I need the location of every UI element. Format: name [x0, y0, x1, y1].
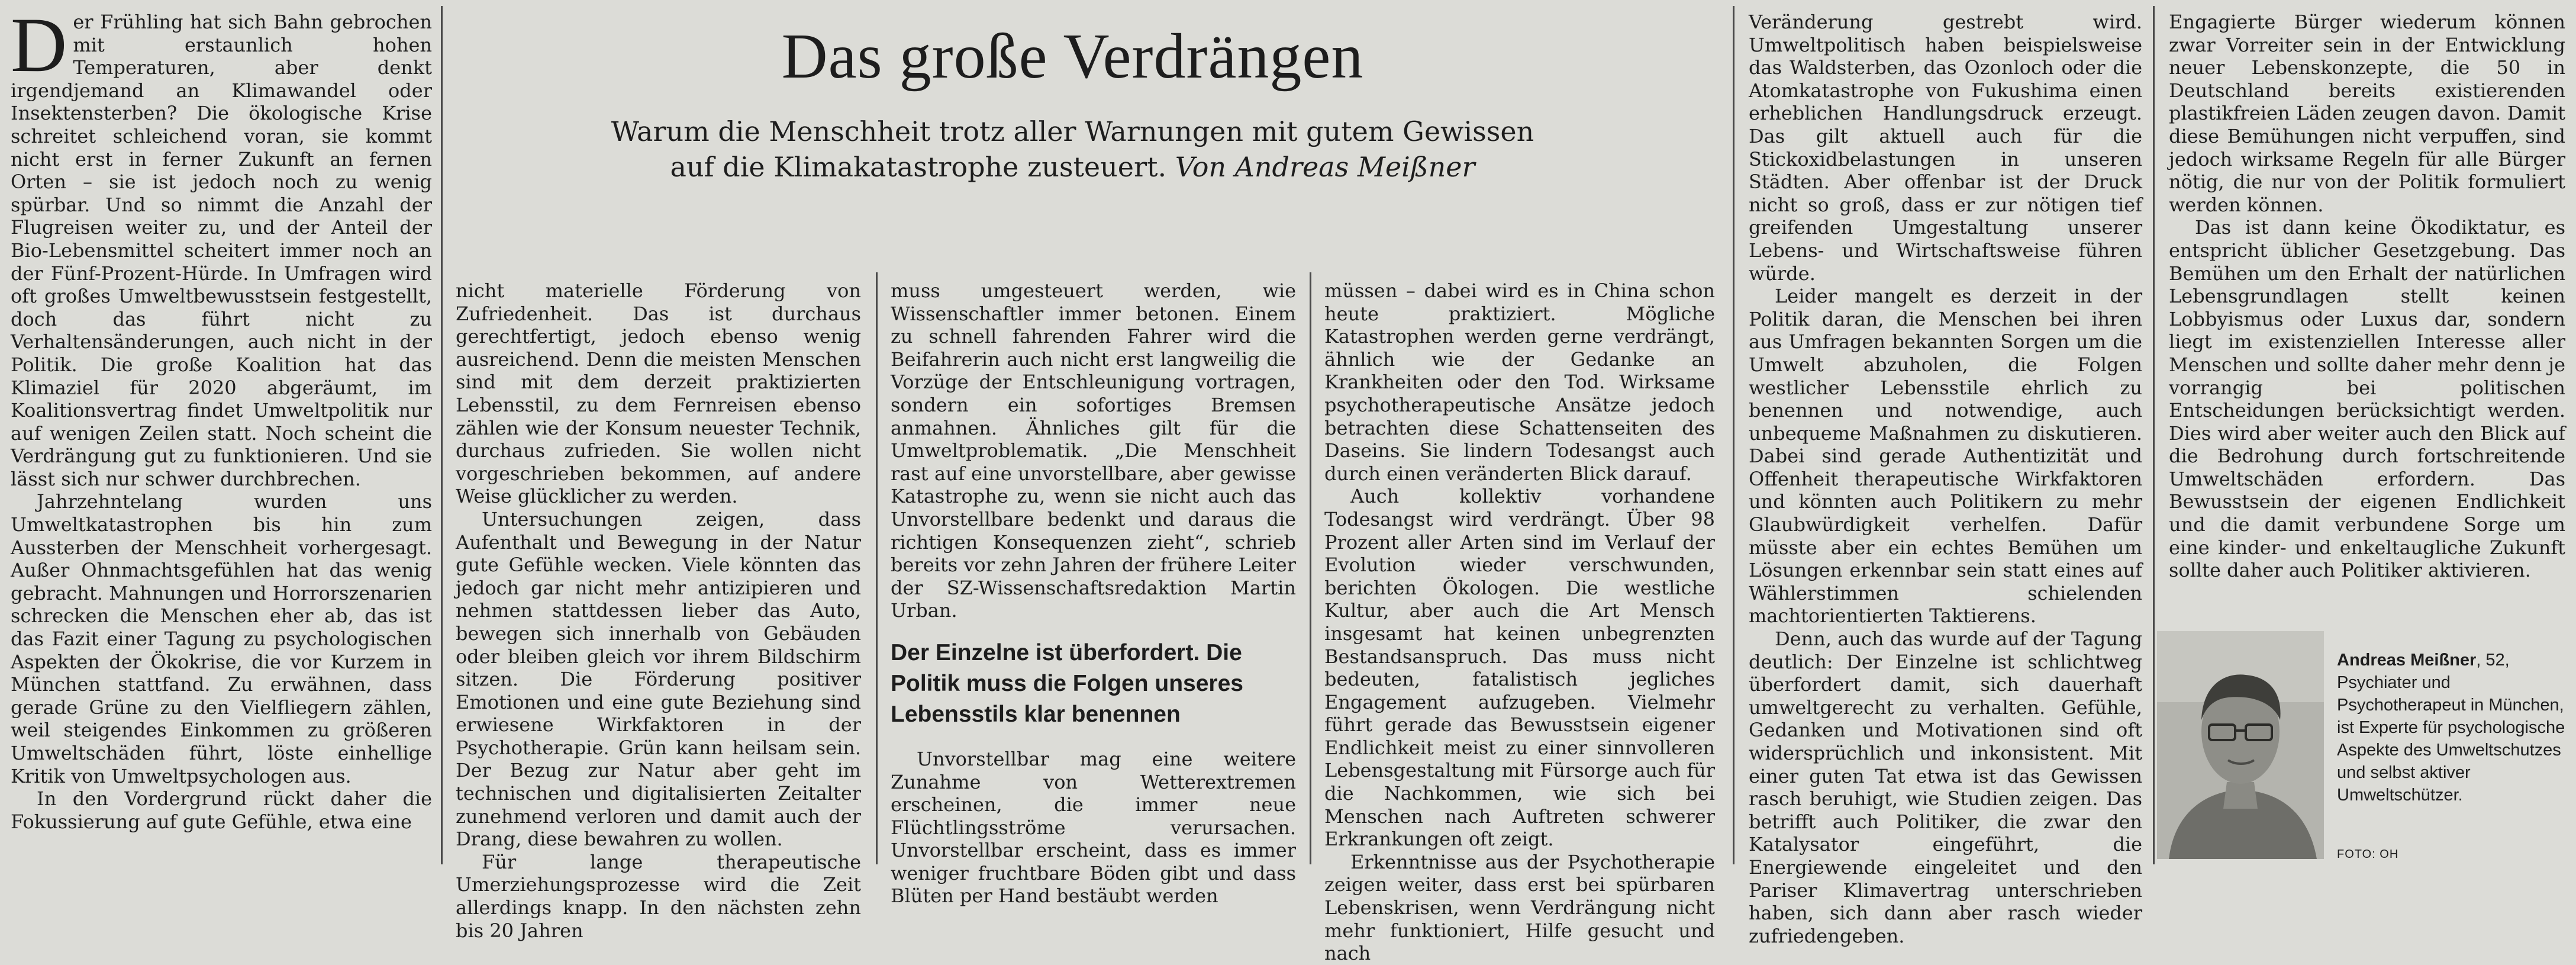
- subtitle-line-2: auf die Klimakatastrophe zusteuert.: [670, 151, 1167, 183]
- author-portrait-icon: [2157, 631, 2324, 859]
- article-column-4: [1324, 279, 1715, 965]
- paragraph: Auch kollektiv vorhandene Todesangst wird verdrängt. Über 98 Prozent aller Arten sind im Verlauf der Evolution wieder verschwunden, berichten Ökologen. Die westliche Kultur, aber auch die Art Mensch insgesamt hat keinen unbegrenzten Bestandsanspruch. Das muss nicht bedeuten, fatalistisch jegliches Engagement aufzugeben. Vielmehr führt gerade das Bewusstsein eigener Endlichkeit meist zu einer sinnvolleren Lebensgestaltung mit Fürsorge auch für die Nachkommen, wie sich bei Menschen nach Auftreten schwerer Erkrankungen oft zeigt.: [1324, 485, 1715, 851]
- article-column-2: [456, 279, 861, 942]
- drop-cap: D: [11, 1, 67, 88]
- paragraph: Denn, auch das wurde auf der Tagung deutlich: Der Einzelne ist schlichtweg überfordert damit, sich dauerhaft umweltgerecht zu verhalten. Gefühle, Gedanken und Motivationen sind oft widersprüchlich und inkonsistent. Mit einer guten Tat etwa ist das Gewissen rasch beruhigt, wie Studien zeigen. Das betrifft auch Politiker, die zwar den Katalysator eingeführt, die Energiewende eingeleitet und den Pariser Klimavertrag unterschrieben haben, sich dann aber rasch wieder zufriedengeben.: [1749, 628, 2142, 947]
- headline: Das große Verdrängen: [781, 21, 1364, 92]
- column-rule: [1310, 272, 1311, 864]
- author-description: , 52, Psychiater und Psychotherapeut in München, ist Experte für psychologische Aspekte des Umweltschutzes und selbst aktiver Umweltschützer.: [2337, 651, 2565, 805]
- author-name: Andreas Meißner: [2337, 651, 2477, 670]
- subtitle: [450, 114, 1695, 185]
- article-column-6: [2169, 11, 2565, 615]
- paragraph: Das ist dann keine Ökodiktatur, es entspricht üblicher Gesetzgebung. Das Bemühen um den Erhalt der natürlichen Lebensgrundlagen stellt keinen Lobbyismus oder Luxus dar, sondern liegt im existenziellen Interesse aller Menschen und sollte daher mehr denn je vorrangig bei politischen Entscheidungen berücksichtigt werden. Dies wird aber weiter auch den Blick auf die Bedrohung durch fortschreitende Umweltschäden erfordern. Das Bewusstsein der eigenen Endlichkeit und die damit verbundene Sorge um eine kinder- und enkeltaugliche Zukunft sollte daher auch Politiker aktivieren.: [2169, 216, 2565, 582]
- column-rule: [2153, 6, 2155, 864]
- paragraph: In den Vordergrund rückt daher die Fokussierung auf gute Gefühle, etwa eine: [11, 787, 432, 833]
- paragraph: Jahrzehntelang wurden uns Umweltkatastrophen bis hin zum Aussterben der Menschheit vorhergesagt. Außer Ohnmachtsgefühlen hat das wenig gebracht. Mahnungen und Horrorszenarien schrecken die Menschen eher ab, das ist das Fazit einer Tagung zu psychologischen Aspekten der Ökokrise, die vor Kurzem in München stattfand. Zu erwähnen, dass gerade Grüne zu den Vielfliegern zählen, weil steigendes Einkommen zu größeren Umweltschäden führt, löste einhellige Kritik von Umweltpsychologen aus.: [11, 490, 432, 787]
- paragraph: Unvorstellbar mag eine weitere Zunahme von Wetterextremen erscheinen, die immer neue Flüchtlingsströme verursachen. Unvorstellbar erscheint, dass es immer weniger fruchtbare Böden gibt und dass Blüten per Hand bestäubt werden: [891, 747, 1296, 908]
- column-rule: [1733, 6, 1734, 864]
- paragraph: nicht materielle Förderung von Zufriedenheit. Das ist durchaus gerechtfertigt, jedoch ebenso wenig ausreichend. Denn die meisten Menschen sind mit dem derzeit praktizierten Lebensstil, zu dem Fernreisen ebenso zählen wie der Konsum neuester Technik, durchaus zufrieden. Sie wollen nicht vorgeschrieben bekommen, auf andere Weise glücklicher zu werden.: [456, 279, 861, 508]
- paragraph: müssen – dabei wird es in China schon heute praktiziert. Mögliche Katastrophen werden gerne verdrängt, ähnlich wie der Gedanke an Krankheiten oder den Tod. Wirksame psychotherapeutische Ansätze jedoch betrachten diese Schattenseiten des Daseins. Sie lindern Todesangst auch durch einen veränderten Blick darauf.: [1324, 279, 1715, 485]
- column-rule: [876, 272, 878, 864]
- headline-block: [450, 21, 1695, 185]
- paragraph: er Frühling hat sich Bahn gebrochen mit erstaunlich hohen Temperaturen, aber denkt irgendjemand an Klimawandel oder Insektensterben? Die ökologische Krise schreitet schleichend voran, sie kommt nicht erst in ferner Zukunft an fernen Orten – sie ist jedoch noch zu wenig spürbar. Und so nimmt die Anzahl der Flugreisen weiter zu, und der Anteil der Bio-Lebensmittel scheitert immer noch an der Fünf-Prozent-Hürde. In Umfragen wird oft großes Umweltbewusstsein festgestellt, doch das führt nicht zu Verhaltensänderungen, auch nicht in der Politik. Die große Koalition hat das Klimaziel für 2020 abgeräumt, im Koalitionsvertrag findet Umweltpolitik nur auf wenigen Zeilen statt. Noch scheint die Verdrängung gut zu funktionieren. Und sie lässt sich nur schwer durchbrechen.: [11, 11, 432, 490]
- article-column-1: [11, 1, 432, 863]
- article-column-3: [891, 279, 1296, 908]
- byline: Von Andreas Meißner: [1175, 151, 1475, 183]
- paragraph: Für lange therapeutische Umerziehungsprozesse wird die Zeit allerdings knapp. In den nächsten zehn bis 20 Jahren: [456, 850, 861, 942]
- paragraph: Erkenntnisse aus der Psychotherapie zeigen weiter, dass erst bei spürbaren Lebenskrisen, wenn Verdrängung nicht mehr funktioniert, Hilfe gesucht und nach: [1324, 850, 1715, 965]
- paragraph: muss umgesteuert werden, wie Wissenschaftler immer betonen. Einem zu schnell fahrenden Fahrer wird die Beifahrerin auch nicht erst langweilig die Vorzüge der Entschleunigung vortragen, sondern ein sofortiges Bremsen anmahnen. Ähnliches gilt für die Umweltproblematik. „Die Menschheit rast auf eine unvorstellbare, aber gewisse Katastrophe zu, wenn sie nicht auch das Unvorstellbare bedenkt und daraus die richtigen Konsequenzen zieht“, schrieb bereits vor zehn Jahren der frühere Leiter der SZ-Wissenschaftsredaktion Martin Urban.: [891, 279, 1296, 622]
- author-bio: [2157, 631, 2571, 862]
- photo-credit: FOTO: OH: [2337, 848, 2399, 861]
- paragraph: Veränderung gestrebt wird. Umweltpolitisch haben beispielsweise das Waldsterben, das Ozonloch oder die Atomkatastrophe von Fukushima einen erheblichen Handlungsdruck erzeugt. Das gilt aktuell auch für die Stickoxidbelastungen in unseren Städten. Aber offenbar ist der Druck nicht so groß, dass er zur nötigen tief greifenden Umgestaltung unserer Lebens- und Wirtschaftsweise führen würde.: [1749, 11, 2142, 285]
- author-bio-text: [2337, 649, 2569, 806]
- column-rule: [441, 6, 443, 864]
- article-column-5: [1749, 11, 2142, 947]
- pull-quote: Der Einzelne ist überfordert. Die Politik muss die Folgen unseres Lebensstils klar benennen: [891, 639, 1243, 727]
- author-photo: [2157, 631, 2324, 859]
- paragraph: Leider mangelt es derzeit in der Politik daran, die Menschen bei ihren aus Umfragen bekannten Sorgen um die Umwelt abzuholen, die Folgen westlicher Lebensstile ehrlich zu benennen und notwendige, auch unbequeme Maßnahmen zu diskutieren. Dabei sind gerade Authentizität und Offenheit therapeutische Wirkfaktoren und könnten auch Politikern zu mehr Glaubwürdigkeit verhelfen. Dafür müsste aber ein echtes Bemühen um Lösungen erkennbar sein statt eines auf Wählerstimmen schielenden machtorientierten Taktierens.: [1749, 285, 2142, 628]
- paragraph: Engagierte Bürger wiederum können zwar Vorreiter sein in der Entwicklung neuer Lebenskonzepte, die 50 in Deutschland bereits existierenden plastikfreien Läden zeugen davon. Damit diese Bemühungen nicht verpuffen, sind jedoch wirksame Regeln für alle Bürger nötig, die nur von der Politik formuliert werden können.: [2169, 11, 2565, 216]
- paragraph: Untersuchungen zeigen, dass Aufenthalt und Bewegung in der Natur gute Gefühle wecken. Viele könnten das jedoch gar nicht mehr antizipieren und nehmen stattdessen lieber das Auto, bewegen sich innerhalb von Gebäuden oder bleiben gleich vor ihrem Bildschirm sitzen. Die Förderung positiver Emotionen und eine gute Beziehung sind erwiesene Wirkfaktoren in der Psychotherapie. Grün kann heilsam sein. Der Bezug zur Natur aber geht im technischen und digitalisierten Zeitalter zunehmend verloren und damit auch der Drang, diese bewahren zu wollen.: [456, 507, 861, 851]
- subtitle-line-1: Warum die Menschheit trotz aller Warnungen mit gutem Gewissen: [611, 115, 1534, 147]
